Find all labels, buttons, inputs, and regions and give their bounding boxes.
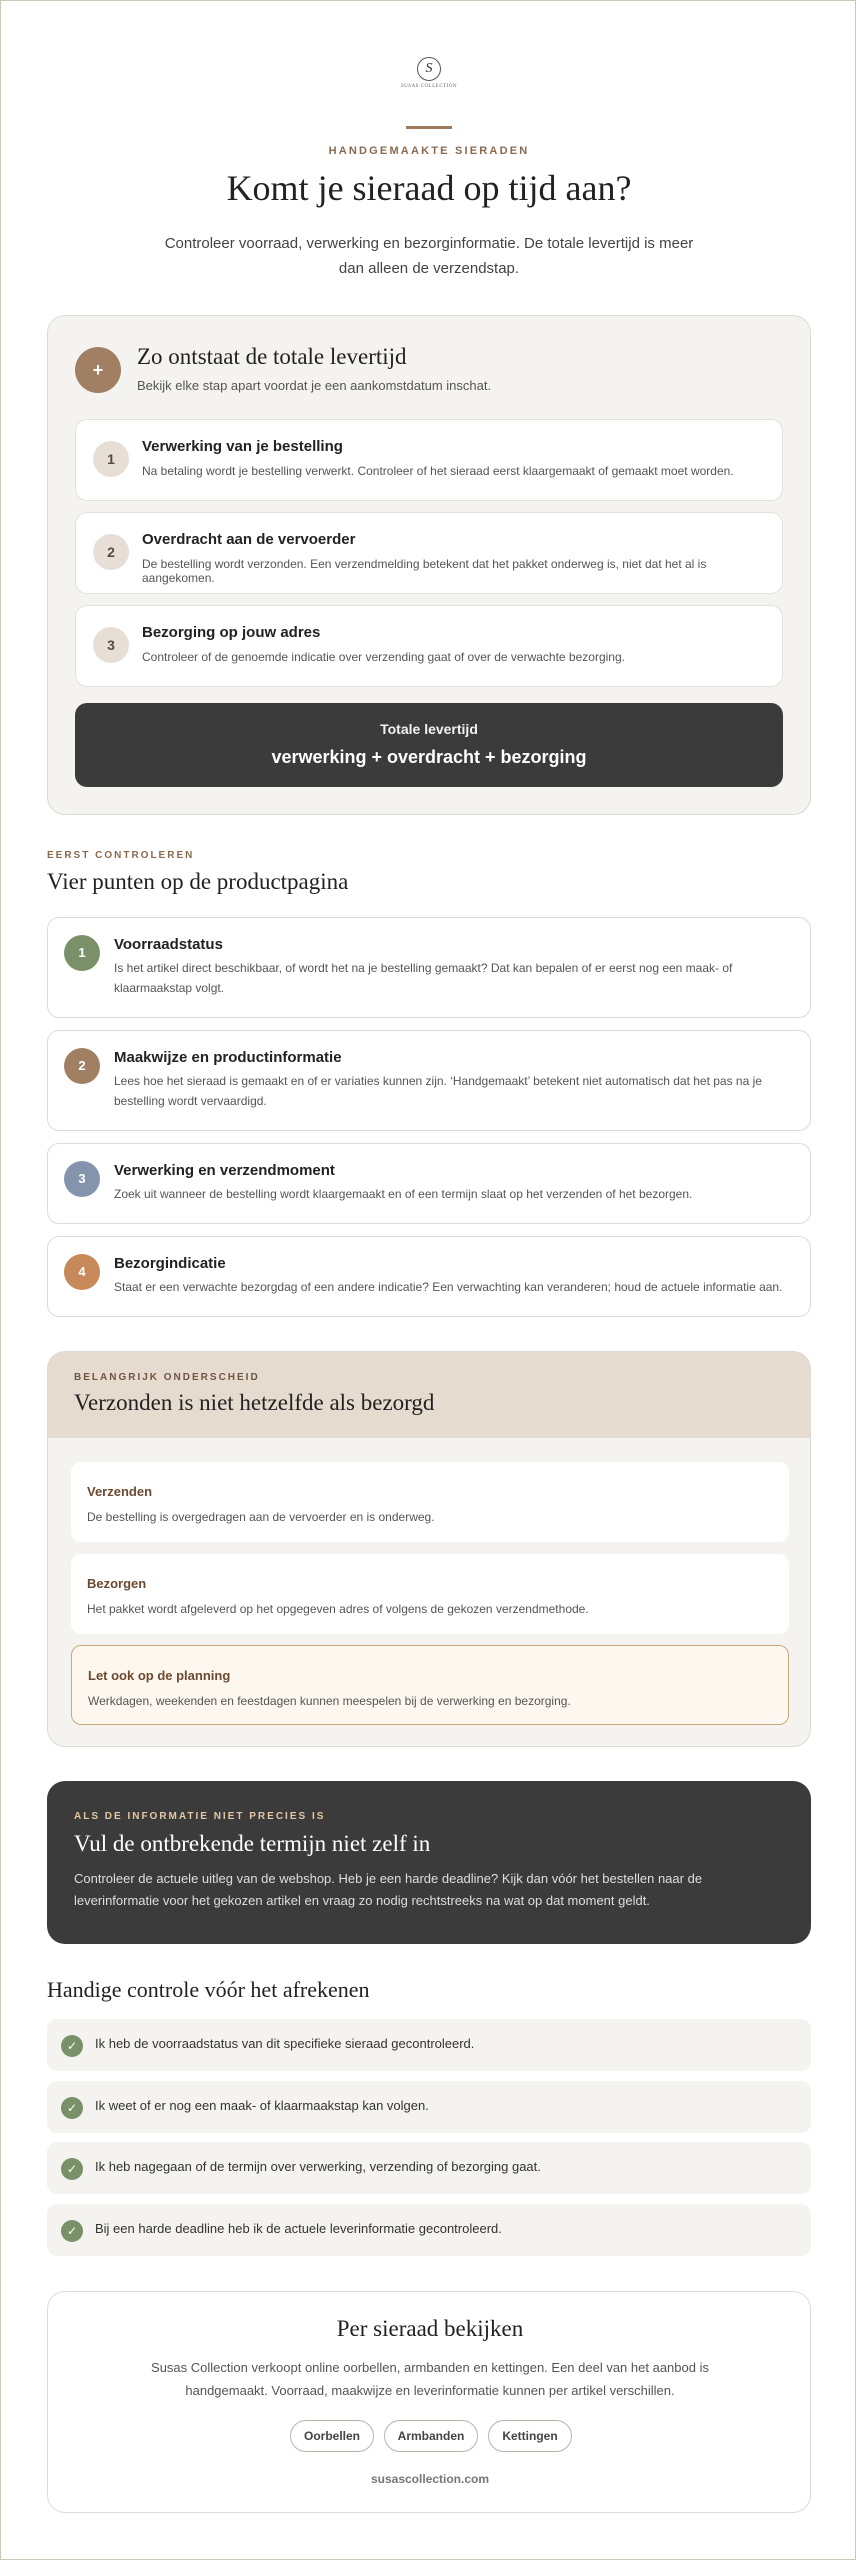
product-check-card [47, 1030, 811, 1131]
step-number: 2 [93, 534, 129, 570]
planning-note-card [71, 1645, 789, 1725]
lead-time-step [75, 512, 783, 594]
definition-card-delivery [71, 1554, 789, 1634]
step-description: Controleer of de genoemde indicatie over verzending gaat of over de verwachte bezorging. [142, 650, 625, 664]
browse-per-jewel-panel [47, 2291, 811, 2513]
product-check-card [47, 1236, 811, 1317]
logo-mark: S [417, 57, 441, 81]
checklist-item [47, 2142, 811, 2194]
panel-title: Vul de ontbrekende termijn niet zelf in [74, 1831, 431, 1856]
lead-time-step [75, 605, 783, 687]
page-title: Komt je sieraad op tijd aan? [226, 168, 632, 208]
check-number: 3 [64, 1161, 100, 1197]
definition-card-shipping [71, 1462, 789, 1542]
missing-info-panel [47, 1781, 811, 1944]
bracelets-button[interactable]: Armbanden [384, 2420, 478, 2452]
check-title: Maakwijze en productinformatie [114, 1049, 342, 1066]
lead-time-subtitle: Bekijk elke stap apart voordat je een aankomstdatum inschat. [137, 378, 492, 393]
total-lead-time-banner [75, 703, 783, 787]
card-description: Werkdagen, weekenden en feestdagen kunnen meespelen bij de verwerking en bezorging. [88, 1694, 571, 1708]
lead-time-panel [47, 315, 811, 815]
lead-time-step [75, 419, 783, 501]
card-description: De bestelling is overgedragen aan de vervoerder en is onderweg. [87, 1510, 435, 1524]
check-title: Bezorgindicatie [114, 1255, 226, 1272]
checkmark-icon: ✓ [61, 2158, 83, 2180]
panel-eyebrow: ALS DE INFORMATIE NIET PRECIES IS [74, 1811, 326, 1822]
step-number: 3 [93, 627, 129, 663]
check-title: Verwerking en verzendmoment [114, 1162, 335, 1179]
checklist-text: Bij een harde deadline heb ik de actuele leverinformatie gecontroleerd. [95, 2221, 502, 2236]
check-description: Zoek uit wanneer de bestelling wordt klaargemaakt en of een termijn slaat op het verzenden of het bezorgen. [114, 1187, 693, 1201]
brand-logo[interactable] [399, 57, 459, 93]
check-number: 1 [64, 935, 100, 971]
hero-subtitle: Controleer voorraad, verwerking en bezorginformatie. De totale levertijd is meer dan alleen de verzendstap. [164, 235, 694, 277]
lead-time-title: Zo ontstaat de totale levertijd [137, 344, 407, 369]
check-title: Voorraadstatus [114, 936, 223, 953]
checklist-text: Ik heb nagegaan of de termijn over verwerking, verzending of bezorging gaat. [95, 2159, 541, 2174]
check-number: 4 [64, 1254, 100, 1290]
checklist-item [47, 2019, 811, 2071]
checklist-item [47, 2204, 811, 2256]
check-description: Staat er een verwachte bezorgdag of een andere indicatie? Een verwachting kan veranderen; houd de actuele informatie aan. [114, 1280, 783, 1294]
card-title: Bezorgen [87, 1576, 147, 1591]
check-description: Lees hoe het sieraad is gemaakt en of er variaties kunnen zijn. ‘Handgemaakt’ betekent niet automatisch dat het pas na je bestelling wordt vervaardigd. [114, 1074, 762, 1108]
checkmark-icon: ✓ [61, 2220, 83, 2242]
checkmark-icon: ✓ [61, 2097, 83, 2119]
checklist-text: Ik heb de voorraadstatus van dit specifieke sieraad gecontroleerd. [95, 2036, 475, 2051]
earrings-button[interactable]: Oorbellen [290, 2420, 374, 2452]
checklist-item [47, 2081, 811, 2133]
product-check-card [47, 1143, 811, 1224]
step-title: Bezorging op jouw adres [142, 624, 321, 641]
step-number: 1 [93, 441, 129, 477]
website-link[interactable]: susascollection.com [370, 2472, 490, 2486]
step-title: Overdracht aan de vervoerder [142, 531, 356, 548]
necklaces-button[interactable]: Kettingen [488, 2420, 572, 2452]
product-checks-eyebrow: EERST CONTROLEREN [47, 850, 195, 861]
logo-text: SUSAS COLLECTION [400, 84, 458, 89]
hero-divider [406, 126, 452, 129]
card-description: Het pakket wordt afgeleverd op het opgegeven adres of volgens de gekozen verzendmethode. [87, 1602, 589, 1616]
hero-eyebrow: HANDGEMAAKTE SIERADEN [328, 145, 530, 157]
footer-title: Per sieraad bekijken [336, 2316, 524, 2341]
card-title: Verzenden [87, 1484, 153, 1499]
total-formula: verwerking + overdracht + bezorging [271, 747, 587, 767]
checkmark-icon: ✓ [61, 2035, 83, 2057]
step-title: Verwerking van je bestelling [142, 438, 343, 455]
total-label: Totale levertijd [380, 721, 478, 737]
check-number: 2 [64, 1048, 100, 1084]
check-description: Is het artikel direct beschikbaar, of wordt het na je bestelling gemaakt? Dat kan bepalen of er eerst nog een maak- of klaarmaakstap volgt. [114, 961, 733, 995]
panel-title: Verzonden is niet hetzelfde als bezorgd [74, 1390, 435, 1415]
step-description: Na betaling wordt je bestelling verwerkt. Controleer of het sieraad eerst klaargemaakt of gemaakt moet worden. [142, 464, 734, 478]
plus-icon: + [75, 347, 121, 393]
product-checks-title: Vier punten op de productpagina [47, 869, 349, 894]
step-description: De bestelling wordt verzonden. Een verzendmelding betekent dat het pakket onderweg is, niet dat het al is aangekomen. [142, 557, 707, 585]
shipping-vs-delivery-panel [47, 1351, 811, 1747]
panel-header [48, 1352, 811, 1438]
checklist-title: Handige controle vóór het afrekenen [47, 1977, 370, 2002]
product-check-card [47, 917, 811, 1018]
panel-eyebrow: BELANGRIJK ONDERSCHEID [74, 1372, 260, 1383]
card-title: Let ook op de planning [88, 1668, 231, 1683]
panel-description: Controleer de actuele uitleg van de webshop. Heb je een harde deadline? Kijk dan vóór het bestellen naar de leverinformatie voor het gekozen artikel en vraag zo nodig rechtstreeks na wat op dat moment geldt. [74, 1871, 703, 1908]
footer-description: Susas Collection verkoopt online oorbellen, armbanden en kettingen. Een deel van het aanbod is handgemaakt. Voorraad, maakwijze en leverinformatie kunnen per artikel verschillen. [151, 2360, 709, 2398]
checklist-text: Ik weet of er nog een maak- of klaarmaakstap kan volgen. [95, 2098, 429, 2113]
